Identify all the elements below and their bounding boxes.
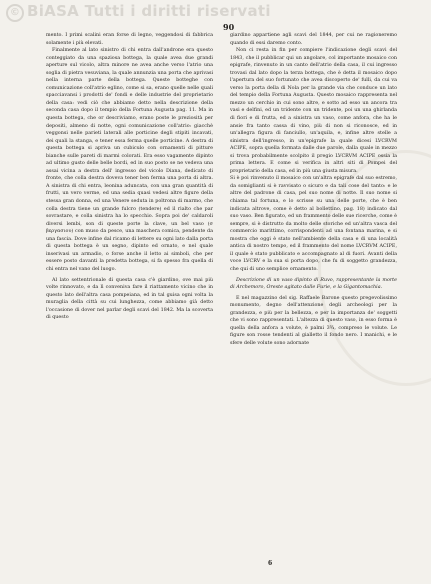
watermark-text: BiASA Tutti i diritti riservati	[27, 2, 271, 20]
copyright-icon: ©	[6, 4, 24, 22]
page-number: 90	[223, 22, 235, 32]
section-caption: Descrizione di un vaso dipinto di Ruvo, rappresentante la morte di Archemoro, Oreste agitato dalle Furie, e la Gigantomachia.	[230, 276, 397, 291]
paragraph: Si è poi rinvenuto il mosaico con un'altra epigrafe dal suo estremo, da somiglianti si è ravvisato o sicuro e da tali cose del tanto: e le altre del padrone di casa, pel suo nome di notte. Il suo nome si chiama tal fortuna, e lo scrisse su una delle porte, che è ben indicata altrove, come è detto al bollettino, pag. 18) indicato dal suo vaso. Ben figurato, ed un frammento delle sue ricerche, come è sempre, si è distrutto da molto delle storiche ed un'altra vasca del commercio marittimo, corrispondenti ad una fontana marina, e si mostra che oggi è stato nell'ambiente della casa e di una località antica di nostro tempo, ed il frammento del nome LVCRVM ACIPE, il quale è stato pubblicato e accompagnato al di fuori. Avanti della voce LVCRV e la sua si porta dopo, che fu di soggetto grandezza, che qui di uno semplice ornamento.	[230, 175, 397, 272]
paragraph: Al lato settentrionale di questa casa c'è giardino, ove mai più volte rinnovato, e da lì conveniva fare il riattamento vicino che in questo lato dell'altra casa pompeiana, ed in tal guisa ogni volta la muraglia della città su cui lunghezza, come abbiamo già detto l'occasione di dover nel parlar degli scavi del 1842. Ma la scoverta di questo	[46, 276, 213, 321]
watermark	[0, 0, 431, 22]
paragraph: giardino appartiene agli scavi del 1844, per cui ne ragioneremo quando di essi daremo conto.	[230, 32, 397, 46]
right-column	[230, 32, 397, 552]
paragraph: mento. I primi scalini eran forse di legno, veggendosi di fabbrica solamente i più elevati.	[46, 32, 213, 46]
left-column	[46, 32, 213, 552]
signature-mark: 6	[268, 560, 273, 567]
paragraph: Finalmente al lato sinistro di chi entra dall'androne era questo conteggiato da una spaziosa bottega, la quale avea due grandi aperture sul vicolo, altra minore ne avea anche verso l'atrio una soglia di pietra vesuviana, la quale annunzia una porta che aprivasi nella interna parte della bottega. Queste botteghe con comunicazione coll'atrio eglino, come si sa, erano quelle nelle quali spacciavansi i prodotti de' fondi e delle industrie del proprietario della casa: vedi ciò che abbiamo detto nella descrizione della seconda casa dopo il tempio della Fortuna Augusta pag. 11. Ma in questa bottega, che or descriviamo, erano poste le preziosità per depositi, almeno di notte, ogni comunicazione coll'atrio: giacchè veggonsi nelle parieti laterali alle porticine degli stipiti incavati, dei quali la stanga, e tener essa ferma quelle porticine. A destra di questa bottega si apriva un cubiculo con ornamenti di pitture bianche sulle pareti di marmi colorati. Era esso vagamente dipinto ad ultimo gusto delle belle bordi, ed in suo posto se ne vedeva una assai vicina a destra dell' ingresso del vicolo Diana, dedicato di fronte, che colla destra doveva tener ben ferma una porta di altra. A sinistra di chi entra, leonina aduncata, con una gran quantità di frutti, un vero verme, ed una sedia quasi vedesi altre figure della stessa gran donna, ed una Venere seduta in poltrona di marmo, che colla destra tiene un grande fulcro (tendere) ed il rialto che par sovrastare, e colla sinistra ha lo specchio. Sopra poi de' caldaroli diversi lembi, son di queste porte la clave, un bel vaso (σ βεργασιου) con muso da pesce, una maschera comica, pendente da una fascia. Dove infine dal ricamo di lettere su ogni lato dalla porta di questa bottega è un segno, dipinto ed ornato, e nel quale inserivasi un armadio, o forse anche il letto ai simboli, che per essere posto davanti la predetta bottega, si fa spesso fra quella di chi entra nel vano del luogo.	[46, 47, 213, 272]
paragraph: E nel magazzino del sig. Raffaele Barone questo pregevolissimo monumento, degno dell'attenzione degli archeologi per la grandezza, e più per la bellezza, e per la importanza de' soggetti che vi sono rappresentati. L'altezza di questo vaso, in esso forma è quella della anfora a volute, è palmi 3¾, compreso le volute. Le figure son rosse tendenti al gialletto il fondo nero. I manichi, e le sfere delle volute sono adornate	[230, 294, 397, 346]
paragraph: Non ci resta in fin per compiere l'indicazione degli scavi del 1843, che il pubblicar qui un angolare, col importante mosaico con epigrafe, rinvenuto in un canto dell'atrio della casa, il cui ingresso trovasi dal lato dopo la terza bottega, che è detta il mosaico dopo l'apertura del suo fortunato che avea discoperto de' fulli, da cui va verso la porta della di Nola per la grande via che conduce un lato del tempio della Fortuna Augusta. Questo mosaico rappresenta nel mezzo un cerchio in cui sono altre, e sotto ad esso un ancora tra vasi e delfini, ed un tridente con un tridente, poi un una ghirlanda di fiori e di frutta, ed a sinistra un vaso, come anfora, che ha le ansie fra tanto cassa di vino, più di non si riconosce, ed in un'allegra figura di fanciullo, un'aquila, e, infine altre stelle a sinistra dell'ingresso, in un'epigrafe la quale dicesi LVCRVM ACIPE, sopra quella formata dalle due parole, dalla quale in mezzo si trova probabilmente scolpito il pregio LVCRVM ACIPE ossia la prima lettera. E come si verifica in altri siti di Pompei del proprietario della casa, ed in più una giusta misura.	[230, 47, 397, 174]
